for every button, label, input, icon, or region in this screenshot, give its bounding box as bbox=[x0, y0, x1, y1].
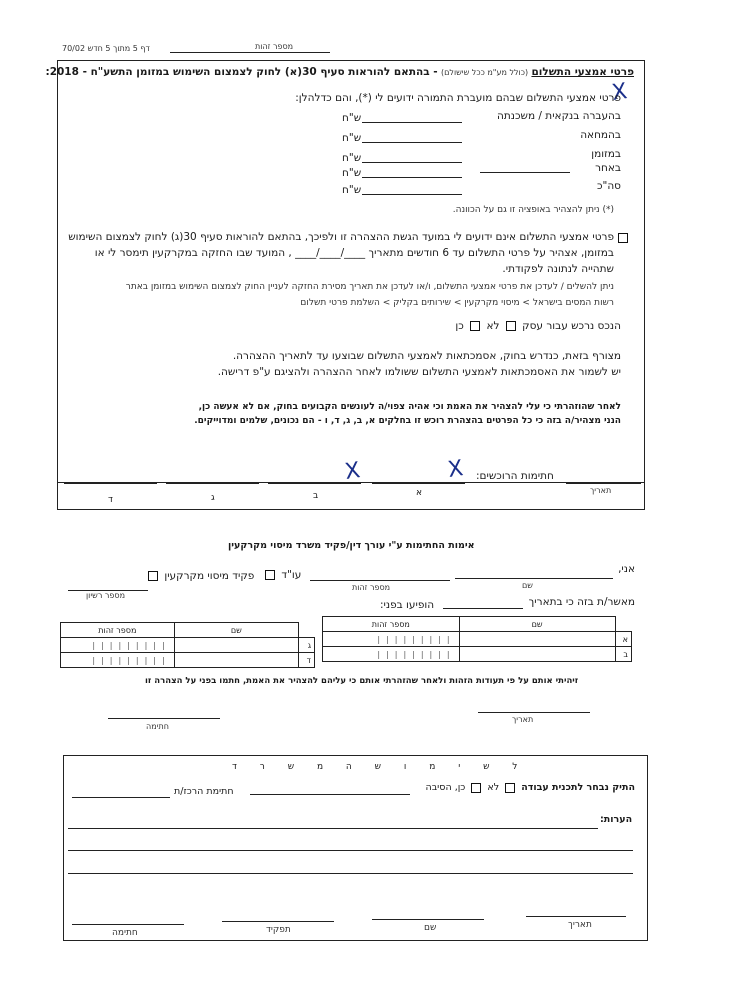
clerk-option bbox=[145, 570, 254, 583]
verification-date-label: תאריך bbox=[512, 715, 534, 724]
signer-d-letter: ד bbox=[108, 495, 113, 505]
signer-a-letter: א bbox=[416, 488, 423, 498]
table-right-row-letter: א bbox=[615, 632, 631, 647]
office-signature-label: חתימה bbox=[112, 928, 138, 938]
signer-c-letter: ג bbox=[211, 493, 215, 503]
note-line2: רשות המסים בישראל > מיסוי מקרקעין > שירותים בקליק > השלמת פרטי תשלום bbox=[300, 298, 614, 308]
remarks-line-3[interactable] bbox=[68, 873, 633, 874]
option2-line2-text: במזומן, אצהיר על פרטי התשלום עד 6 חודשים מתאריך bbox=[368, 247, 614, 259]
office-role-label: תפקיד bbox=[266, 925, 291, 935]
selected-label: התיק נבחר לתכנית עבודה bbox=[521, 782, 635, 793]
id-field[interactable] bbox=[310, 580, 450, 581]
reason-field[interactable] bbox=[250, 794, 410, 795]
office-date-field[interactable] bbox=[526, 916, 626, 917]
i-label: אני, bbox=[618, 563, 635, 575]
row-bank-transfer-label: בהעברה בנקאית / משכנתה bbox=[497, 110, 621, 122]
verification-signature-label: חתימה bbox=[146, 722, 169, 731]
table-right-name-cell[interactable] bbox=[459, 647, 615, 662]
row-cash-label: במזומן bbox=[591, 148, 621, 160]
row-total-label: סה"כ bbox=[596, 180, 621, 192]
clerk-checkbox[interactable] bbox=[148, 571, 158, 581]
row-bank-transfer-field[interactable] bbox=[362, 122, 462, 123]
business-yes-label: כן bbox=[455, 320, 464, 332]
option2-line2 bbox=[95, 247, 614, 260]
appeared-table-right bbox=[322, 616, 632, 662]
header-id-line bbox=[170, 52, 330, 53]
option1-intro: פרטי אמצעי התשלום שבהם מועברת התמורה ידועים לי (*), והם כדלהלן: bbox=[295, 92, 621, 104]
row-total-currency: ש"ח bbox=[342, 184, 362, 196]
section2-title: אימות החתימות ע"י עורך דין/פקיד משרד מיסוי מקרקעין bbox=[228, 540, 475, 551]
section1-title-small: (כולל מע"מ ככל שישולם) bbox=[440, 68, 529, 77]
option2-checkbox[interactable] bbox=[618, 233, 628, 243]
verification-signature-field[interactable] bbox=[108, 718, 220, 719]
table-right-name-header: שם bbox=[459, 617, 615, 632]
license-label: מספר רשיון bbox=[86, 591, 126, 600]
table-right-id-header: מספר זהות bbox=[323, 617, 460, 632]
lawyer-label: עו"ד bbox=[281, 569, 302, 581]
row-bank-transfer-currency: ש"ח bbox=[342, 112, 362, 124]
option2-line2b-text: , המועד שבו החזקה במקרקעין תימסר לי או bbox=[94, 247, 292, 259]
declaration-line2: הנני מצהיר/ה בזה כי כל הפרטים בהצהרת רוכש זו בחלקים א, ב, ג, ד, ו - הם נכונים, שלמים ומדוייקים. bbox=[194, 416, 621, 426]
clerk-signature-label: חתימת הרכז/ת bbox=[174, 786, 234, 797]
table-left-id-cell[interactable]: ||||||||| bbox=[61, 653, 175, 668]
table-row bbox=[323, 632, 632, 647]
table-left-id-cell[interactable]: ||||||||| bbox=[61, 638, 175, 653]
table-right-name-cell[interactable] bbox=[459, 632, 615, 647]
header-id-label: מספר זהות bbox=[255, 42, 294, 51]
row-other-currency: ש"ח bbox=[342, 167, 362, 179]
row-total-field[interactable] bbox=[362, 194, 462, 195]
selected-for-plan bbox=[425, 781, 635, 794]
clerk-signature-field[interactable] bbox=[72, 797, 170, 798]
lawyer-option bbox=[262, 569, 301, 582]
section1-title-rest: - בהתאם להוראות סעיף 30(א) לחוק לצמצום השימוש במזומן התשע"ח - 2018: bbox=[45, 66, 438, 78]
id-label: מספר זהות bbox=[352, 583, 391, 592]
remarks-line-2[interactable] bbox=[68, 850, 633, 851]
table-right-id-cell[interactable]: ||||||||| bbox=[323, 632, 460, 647]
office-role-field[interactable] bbox=[222, 921, 334, 922]
office-date-label: תאריך bbox=[568, 920, 592, 930]
row-cash-field[interactable] bbox=[362, 162, 462, 163]
signer-d-line[interactable] bbox=[64, 483, 157, 484]
identification-statement: זיהיתי אותם על פי תעודות הזהות ולאחר שהזהרתי אותם כי עליהם להצהיר את האמת, חתמו בפני על הצהרה זו bbox=[145, 676, 579, 686]
signer-a-line[interactable] bbox=[372, 483, 465, 484]
table-left-name-header: שם bbox=[174, 623, 298, 638]
option2-line3: שתהייה לנתונה לפקודתי. bbox=[502, 263, 614, 275]
declaration-line1: לאחר שהוזהרתי כי עלי להצהיר את האמת וכי אהיה צפוי/ה לעונשים הקבועים בחוק, אם לא אעשה כן, bbox=[198, 402, 621, 412]
appeared-label: הופיעו בפני: bbox=[380, 599, 435, 611]
section1-title bbox=[45, 66, 634, 79]
table-right-id-cell[interactable]: ||||||||| bbox=[323, 647, 460, 662]
table-right-row-letter: ב bbox=[615, 647, 631, 662]
name-field[interactable] bbox=[455, 578, 613, 579]
row-other-desc-field[interactable] bbox=[480, 172, 570, 173]
remarks-line-1[interactable] bbox=[68, 828, 598, 829]
business-no-label: לא bbox=[486, 320, 500, 332]
footnote: (*) ניתן להצהיר באופציה זו גם על הכוונה. bbox=[452, 205, 614, 215]
confirm-date-field[interactable] bbox=[443, 608, 523, 609]
page-number-label: דף 5 מתוך 5 חדש 70/02 bbox=[62, 44, 150, 53]
row-check-currency: ש"ח bbox=[342, 132, 362, 144]
attach-line1: מצורף בזאת, כנדרש בחוק, אסמכתאות לאמצעי התשלום שבוצעו עד לתאריך ההצהרה. bbox=[232, 350, 621, 362]
row-check-label: בהמחאה bbox=[580, 129, 621, 141]
signer-b-signature-mark: X bbox=[343, 458, 362, 485]
signer-c-line[interactable] bbox=[166, 483, 259, 484]
table-left-row-letter: ד bbox=[299, 653, 315, 668]
table-left-name-cell[interactable] bbox=[174, 638, 298, 653]
selected-yes-checkbox[interactable] bbox=[471, 783, 481, 793]
section1-title-bold: פרטי אמצעי התשלום bbox=[531, 66, 634, 78]
option1-checkbox-mark[interactable]: X bbox=[610, 79, 629, 106]
date-field[interactable] bbox=[566, 483, 641, 484]
table-left-name-cell[interactable] bbox=[174, 653, 298, 668]
verification-date-field[interactable] bbox=[478, 712, 590, 713]
appeared-table-left bbox=[60, 622, 315, 668]
date-label: תאריך bbox=[590, 486, 612, 495]
office-signature-field[interactable] bbox=[72, 924, 184, 925]
row-other-label: באחר bbox=[595, 162, 621, 174]
business-question-label: הנכס נרכש עבור עסק bbox=[522, 320, 621, 332]
note-line1: ניתן להשלים / לעדכן את פרטי אמצעי התשלום, ו/או לעדכן את תאריך מסירת החזקה לעניין החוק לצמצום השימוש במזומן באתר bbox=[125, 282, 614, 292]
name-label: שם bbox=[522, 581, 533, 590]
selected-no-label: לא bbox=[487, 782, 500, 793]
row-cash-currency: ש"ח bbox=[342, 152, 362, 164]
signer-b-letter: ב bbox=[313, 491, 319, 501]
attach-line2: יש לשמור את האסמכתאות לאמצעי התשלום ששולמו לאחר ההצהרה ולהציגם ע"פ דרישה. bbox=[217, 366, 621, 378]
selected-no-checkbox[interactable] bbox=[505, 783, 515, 793]
lawyer-checkbox[interactable] bbox=[265, 570, 275, 580]
option2-date-field[interactable]: ____/____/____ bbox=[295, 247, 366, 259]
office-name-label: שם bbox=[424, 923, 437, 933]
table-left-row-letter: ג bbox=[299, 638, 315, 653]
row-check-field[interactable] bbox=[362, 142, 462, 143]
row-other-field[interactable] bbox=[362, 177, 462, 178]
remarks-label: הערות: bbox=[600, 814, 633, 825]
business-yes-checkbox[interactable] bbox=[470, 321, 480, 331]
clerk-label: פקיד מיסוי מקרקעין bbox=[164, 570, 255, 582]
business-question bbox=[455, 320, 621, 333]
table-row bbox=[323, 647, 632, 662]
office-use-title: ל ש י מ ו ש ה מ ש ר ד bbox=[232, 762, 528, 772]
signer-a-signature-mark: X bbox=[446, 456, 465, 483]
confirm-label: מאשר/ת בזה כי בתאריך bbox=[528, 596, 635, 608]
signatures-label: חתימות הרוכשים: bbox=[476, 470, 554, 482]
office-name-field[interactable] bbox=[372, 919, 484, 920]
option2-line1: פרטי אמצעי התשלום אינם ידועים לי במועד הגשת ההצהרה זו ולפיכך, בהתאם להוראות סעיף 30(ג) לחוק לצמצום השימוש bbox=[68, 231, 614, 243]
table-row bbox=[61, 638, 315, 653]
business-no-checkbox[interactable] bbox=[506, 321, 516, 331]
selected-yes-label: כן, הסיבה bbox=[425, 782, 466, 793]
table-row bbox=[61, 653, 315, 668]
table-left-id-header: מספר זהות bbox=[61, 623, 175, 638]
